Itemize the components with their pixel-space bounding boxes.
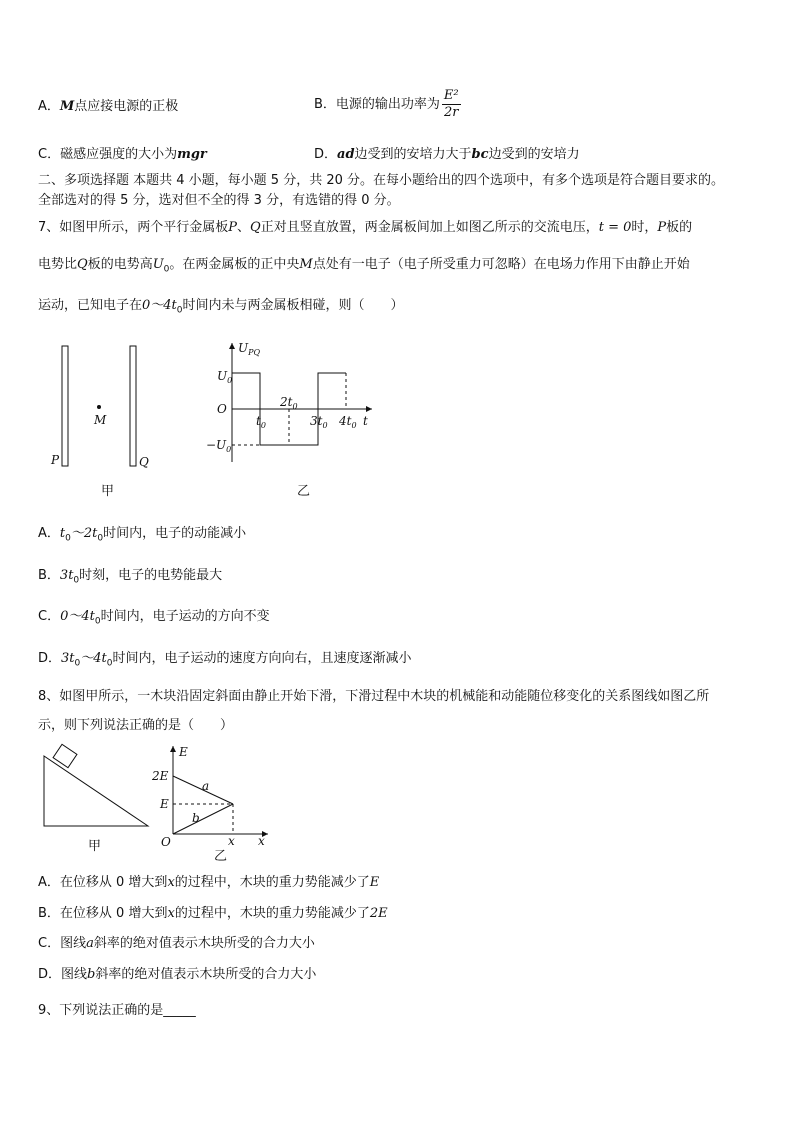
option-prefix: C．图线 — [38, 936, 87, 951]
option-value: mgr — [177, 147, 207, 162]
q7-stem-line2 — [38, 256, 690, 279]
math: ～4t — [80, 651, 107, 666]
subscript: 0 — [74, 658, 81, 669]
caption-jia: 甲 — [88, 839, 102, 854]
text: 7、如图甲所示，两个平行金属板 — [38, 220, 229, 235]
text: 点处有一电子（电子所受重力可忽略）在电场力作用下由静止开始 — [312, 257, 690, 272]
label-origin: O — [217, 402, 227, 416]
q8-stem-line2: 示，则下列说法正确的是（ ） — [38, 718, 234, 733]
math-range: 0～4t — [142, 298, 177, 313]
q8-option-b — [38, 905, 388, 923]
option-text: 边受到的安培力大于 — [354, 147, 472, 162]
label-q: Q — [139, 455, 149, 469]
option-text: 斜率的绝对值表示木块所受的合力大小 — [93, 936, 315, 951]
q8-figure-jia — [40, 748, 160, 858]
var-m: M — [299, 257, 313, 272]
var-p: P — [228, 220, 238, 235]
var-ad: ad — [337, 147, 355, 162]
math: 3t — [61, 651, 75, 666]
plate-p — [62, 346, 68, 466]
subscript: 0 — [73, 575, 80, 586]
option-prefix: D． — [314, 147, 338, 162]
option-text: 斜率的绝对值表示木块所受的合力大小 — [95, 967, 317, 982]
option-prefix: B． — [38, 568, 60, 583]
var-x: x — [167, 875, 175, 890]
var-m: M — [59, 99, 75, 114]
option-prefix: B．在位移从 0 增大到 — [38, 906, 168, 921]
label-2e: 2E — [152, 769, 169, 783]
caption-jia: 甲 — [101, 484, 115, 499]
q6-option-c — [38, 146, 207, 164]
text: 电势比 — [38, 257, 78, 272]
option-text: 时间内，电子运动的方向不变 — [100, 609, 270, 624]
q7-figure-yi — [200, 338, 390, 500]
text: 时间内未与两金属板相碰，则（ ） — [182, 298, 404, 313]
q7-option-d — [38, 650, 412, 673]
label-m: M — [94, 413, 107, 427]
var-bc: bc — [471, 147, 489, 162]
q6-option-d — [314, 146, 580, 164]
incline — [44, 756, 148, 826]
option-text: 时间内，电子的动能减小 — [103, 526, 247, 541]
var-u0: U — [152, 257, 164, 272]
tick-2t0: $2t_0$ — [280, 395, 298, 411]
q7-option-c — [38, 608, 270, 631]
math: ～2t — [70, 526, 98, 541]
var-p: P — [657, 220, 667, 235]
label-b: b — [192, 811, 200, 825]
text: 板的 — [666, 220, 693, 235]
var-q: Q — [250, 220, 261, 235]
q7-option-a — [38, 525, 246, 548]
y-axis-label: $U_{PQ}$ — [238, 341, 261, 357]
q7-stem-line1 — [38, 219, 692, 237]
option-value: E — [369, 875, 380, 890]
var-b: b — [87, 967, 96, 982]
label-origin: O — [161, 835, 171, 849]
label-neg-u0: $-U_0$ — [206, 438, 232, 454]
q8-stem-line1: 8、如图甲所示，一木块沿固定斜面由静止开始下滑，下滑过程中木块的机械能和动能随位移变化的关系图线如图乙所 — [38, 689, 710, 704]
label-a: a — [202, 779, 210, 793]
fraction-numerator: E² — [443, 88, 459, 103]
var-a: a — [86, 936, 94, 951]
section-header-line1: 二、多项选择题 本题共 4 小题，每小题 5 分，共 20 分。在每小题给出的四个选项中，有多个选项是符合题目要求的。 — [38, 173, 725, 188]
option-text-end: 边受到的安培力 — [488, 147, 580, 162]
plate-q — [130, 346, 136, 466]
x-axis-label: x — [258, 834, 265, 848]
line-b — [173, 804, 233, 834]
text: 运动，已知电子在 — [38, 298, 143, 313]
subscript: 0 — [106, 658, 113, 669]
q6-option-b — [314, 88, 461, 121]
caption-yi: 乙 — [214, 849, 228, 864]
q7-figure-jia — [40, 340, 170, 500]
tick-t0: $t_0$ — [256, 414, 266, 430]
option-prefix: C． — [38, 609, 61, 624]
math: 3t — [59, 568, 74, 583]
subscript: 0 — [176, 305, 183, 316]
section-header-line2: 全部选对的得 5 分，选对但不全的得 3 分，有选错的得 0 分。 — [38, 193, 400, 208]
option-prefix: B．电源的输出功率为 — [314, 97, 440, 112]
point-m — [97, 405, 101, 409]
option-prefix: A． — [38, 526, 60, 541]
option-text: 点应接电源的正极 — [74, 99, 179, 114]
text: 板的电势高 — [87, 257, 153, 272]
option-prefix: D．图线 — [38, 967, 88, 982]
option-value: 2E — [369, 906, 388, 921]
q6-option-a — [38, 98, 178, 116]
caption-yi: 乙 — [297, 484, 311, 499]
option-prefix: A．在位移从 0 增大到 — [38, 875, 168, 890]
q8-option-d — [38, 966, 316, 984]
q9-stem: 9、下列说法正确的是_____ — [38, 1003, 196, 1018]
subscript: 0 — [163, 264, 170, 275]
q7-option-b — [38, 567, 222, 590]
option-prefix: D． — [38, 651, 62, 666]
var-x: x — [167, 906, 175, 921]
math-t-eq-0: t = 0 — [598, 220, 632, 235]
option-text: 时间内，电子运动的速度方向向右，且速度逐渐减小 — [112, 651, 412, 666]
var-q: Q — [77, 257, 88, 272]
t-axis-label: t — [363, 414, 368, 428]
subscript: 0 — [97, 533, 104, 544]
math: t — [59, 526, 66, 541]
label-x: x — [228, 834, 235, 848]
tick-3t0: $3t_0$ — [310, 414, 328, 430]
text: 。在两金属板的正中央 — [169, 257, 300, 272]
q8-option-c — [38, 935, 315, 953]
e-axis-label: E — [179, 745, 188, 759]
fraction-denominator: 2r — [444, 105, 459, 120]
fraction — [442, 88, 461, 121]
q8-option-a — [38, 874, 379, 892]
math: 0～4t — [60, 609, 95, 624]
option-text: 的过程中，木块的重力势能减少了 — [174, 906, 370, 921]
option-prefix: A． — [38, 99, 60, 114]
label-p: P — [51, 453, 60, 467]
option-text: 时刻，电子的电势能最大 — [79, 568, 223, 583]
subscript: 0 — [65, 533, 71, 544]
tick-4t0: $4t_0$ — [339, 414, 357, 430]
text: 、 — [237, 220, 251, 235]
label-u0: $U_0$ — [217, 369, 233, 385]
subscript: 0 — [94, 616, 101, 627]
label-e: E — [160, 797, 169, 811]
q7-stem-line3 — [38, 297, 404, 320]
q8-figure-yi — [148, 742, 278, 866]
option-prefix: C．磁感应强度的大小为 — [38, 147, 178, 162]
option-text: 的过程中，木块的重力势能减少了 — [174, 875, 370, 890]
text: 时， — [631, 220, 658, 235]
text: 正对且竖直放置，两金属板间加上如图乙所示的交流电压， — [260, 220, 599, 235]
